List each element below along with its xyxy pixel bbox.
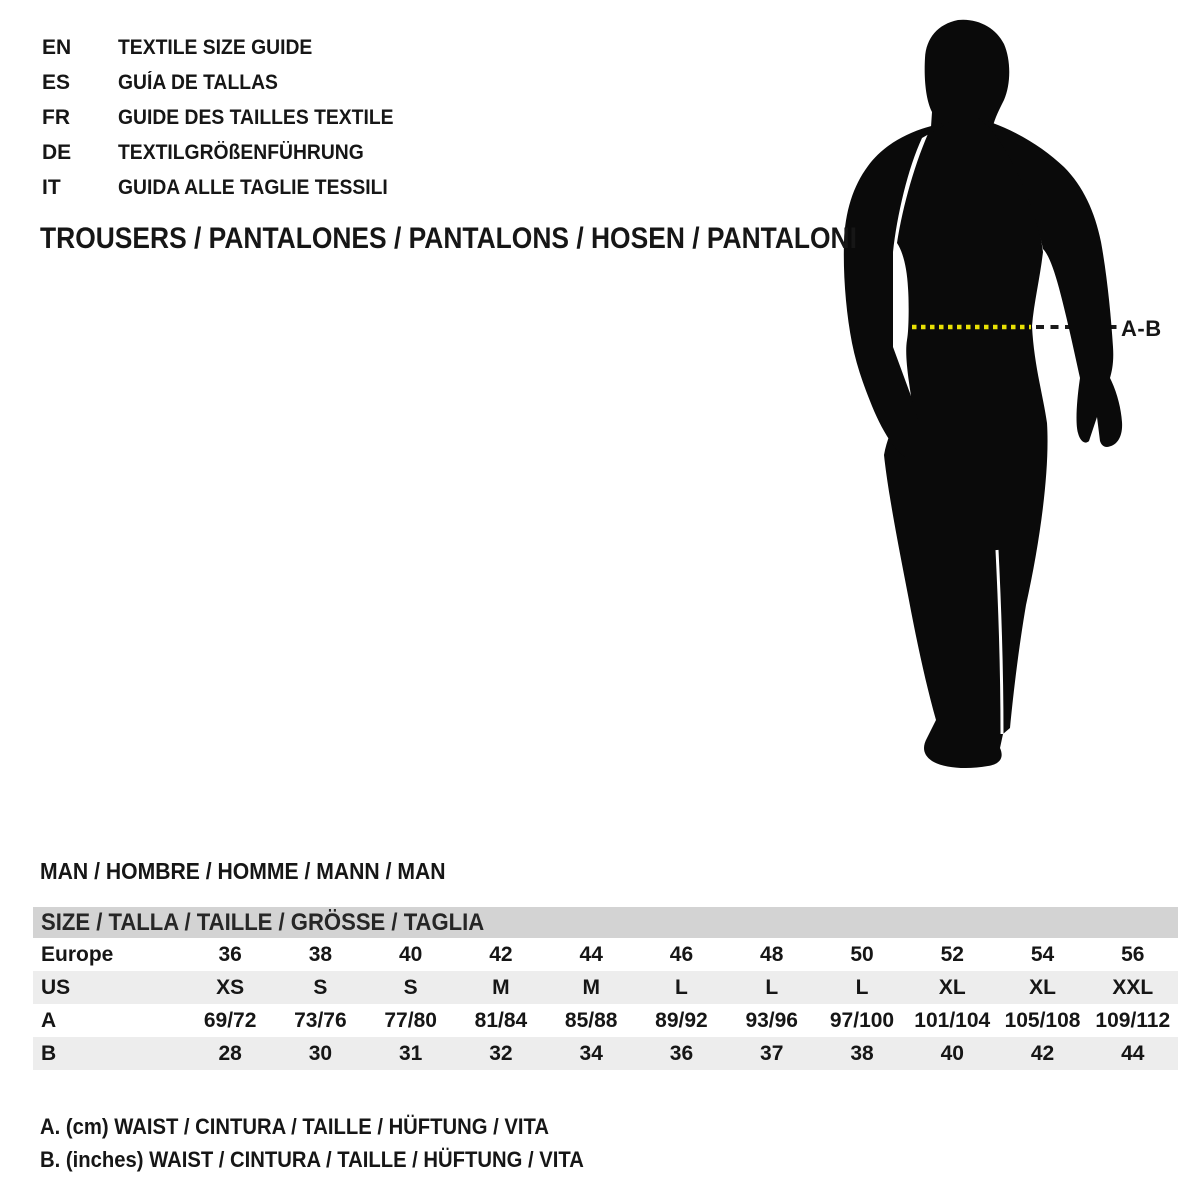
table-cell: 34 — [579, 1041, 603, 1065]
table-cell: 38 — [850, 1041, 874, 1065]
table-cell: 54 — [1030, 942, 1055, 966]
table-row-europe — [33, 938, 1178, 971]
size-table — [33, 907, 1178, 1070]
row-label: A — [41, 1008, 57, 1032]
language-code: ES — [42, 71, 71, 94]
language-label: TEXTILGRÖßENFÜHRUNG — [118, 141, 364, 164]
table-cell: S — [313, 975, 328, 999]
table-cell: 32 — [489, 1041, 513, 1065]
language-row — [42, 36, 329, 60]
measure-label: A-B — [1121, 316, 1162, 341]
language-code: IT — [42, 176, 61, 199]
language-row — [42, 106, 417, 130]
note-a-cm: A. (cm) WAIST / CINTURA / TAILLE / HÜFTUNG / VITA — [40, 1114, 549, 1139]
size-table-header: SIZE / TALLA / TAILLE / GRÖSSE / TAGLIA — [33, 907, 1178, 938]
table-cell: 40 — [398, 942, 423, 966]
table-cell: L — [675, 975, 688, 999]
table-cell: 109/112 — [1095, 1008, 1171, 1032]
table-cell: 50 — [850, 942, 874, 966]
table-row-us — [33, 971, 1178, 1004]
table-cell: 77/80 — [384, 1008, 437, 1032]
table-cell: XS — [216, 975, 245, 999]
language-row — [42, 176, 411, 200]
language-code: EN — [42, 36, 72, 59]
table-cell: 46 — [669, 942, 694, 966]
row-label: B — [41, 1041, 57, 1065]
table-cell: 31 — [398, 1041, 423, 1065]
table-cell: 89/92 — [655, 1008, 708, 1032]
table-cell: 36 — [669, 1041, 694, 1065]
table-cell: L — [855, 975, 869, 999]
table-cell: 30 — [308, 1041, 333, 1065]
row-label: Europe — [41, 942, 114, 966]
table-cell: 40 — [940, 1041, 964, 1065]
table-cell: 28 — [218, 1041, 242, 1065]
table-cell: 73/76 — [294, 1008, 347, 1032]
table-cell: 93/96 — [745, 1008, 798, 1032]
language-row — [42, 71, 292, 95]
table-cell: XL — [1029, 975, 1056, 999]
table-cell: 52 — [940, 942, 964, 966]
table-cell: 85/88 — [564, 1008, 618, 1032]
row-label: US — [41, 975, 71, 999]
table-cell: 42 — [489, 942, 513, 966]
table-cell: 97/100 — [829, 1008, 895, 1032]
language-label: GUIDE DES TAILLES TEXTILE — [118, 106, 394, 129]
table-cell: 56 — [1121, 942, 1145, 966]
table-cell: S — [403, 975, 418, 999]
note-b-inches: B. (inches) WAIST / CINTURA / TAILLE / HÜFTUNG / VITA — [40, 1147, 584, 1172]
table-cell: 101/104 — [914, 1008, 991, 1032]
language-label: GUÍA DE TALLAS — [118, 71, 278, 94]
language-label: GUIDA ALLE TAGLIE TESSILI — [118, 176, 388, 199]
table-cell: XL — [938, 975, 966, 999]
table-cell: 44 — [1121, 1041, 1145, 1065]
table-cell: M — [492, 975, 510, 999]
category-title: TROUSERS / PANTALONES / PANTALONS / HOSEN / PANTALONI — [40, 222, 857, 255]
table-cell: 38 — [308, 942, 333, 966]
table-cell: M — [582, 975, 600, 999]
table-cell: 44 — [579, 942, 603, 966]
table-row-a-cm — [33, 1004, 1178, 1037]
table-cell: XXL — [1112, 975, 1154, 999]
language-code: FR — [42, 106, 70, 129]
language-label: TEXTILE SIZE GUIDE — [118, 36, 313, 59]
table-cell: 48 — [760, 942, 784, 966]
table-cell: 37 — [760, 1041, 784, 1065]
table-cell: 69/72 — [203, 1008, 257, 1032]
table-row-b-inches — [33, 1037, 1178, 1070]
table-cell: L — [765, 975, 779, 999]
language-row — [42, 141, 385, 165]
table-cell: 36 — [218, 942, 242, 966]
language-code: DE — [42, 141, 72, 164]
table-cell: 42 — [1030, 1041, 1055, 1065]
section-title: MAN / HOMBRE / HOMME / MANN / MAN — [40, 858, 446, 884]
table-cell: 81/84 — [474, 1008, 528, 1032]
table-cell: 105/108 — [1004, 1008, 1081, 1032]
